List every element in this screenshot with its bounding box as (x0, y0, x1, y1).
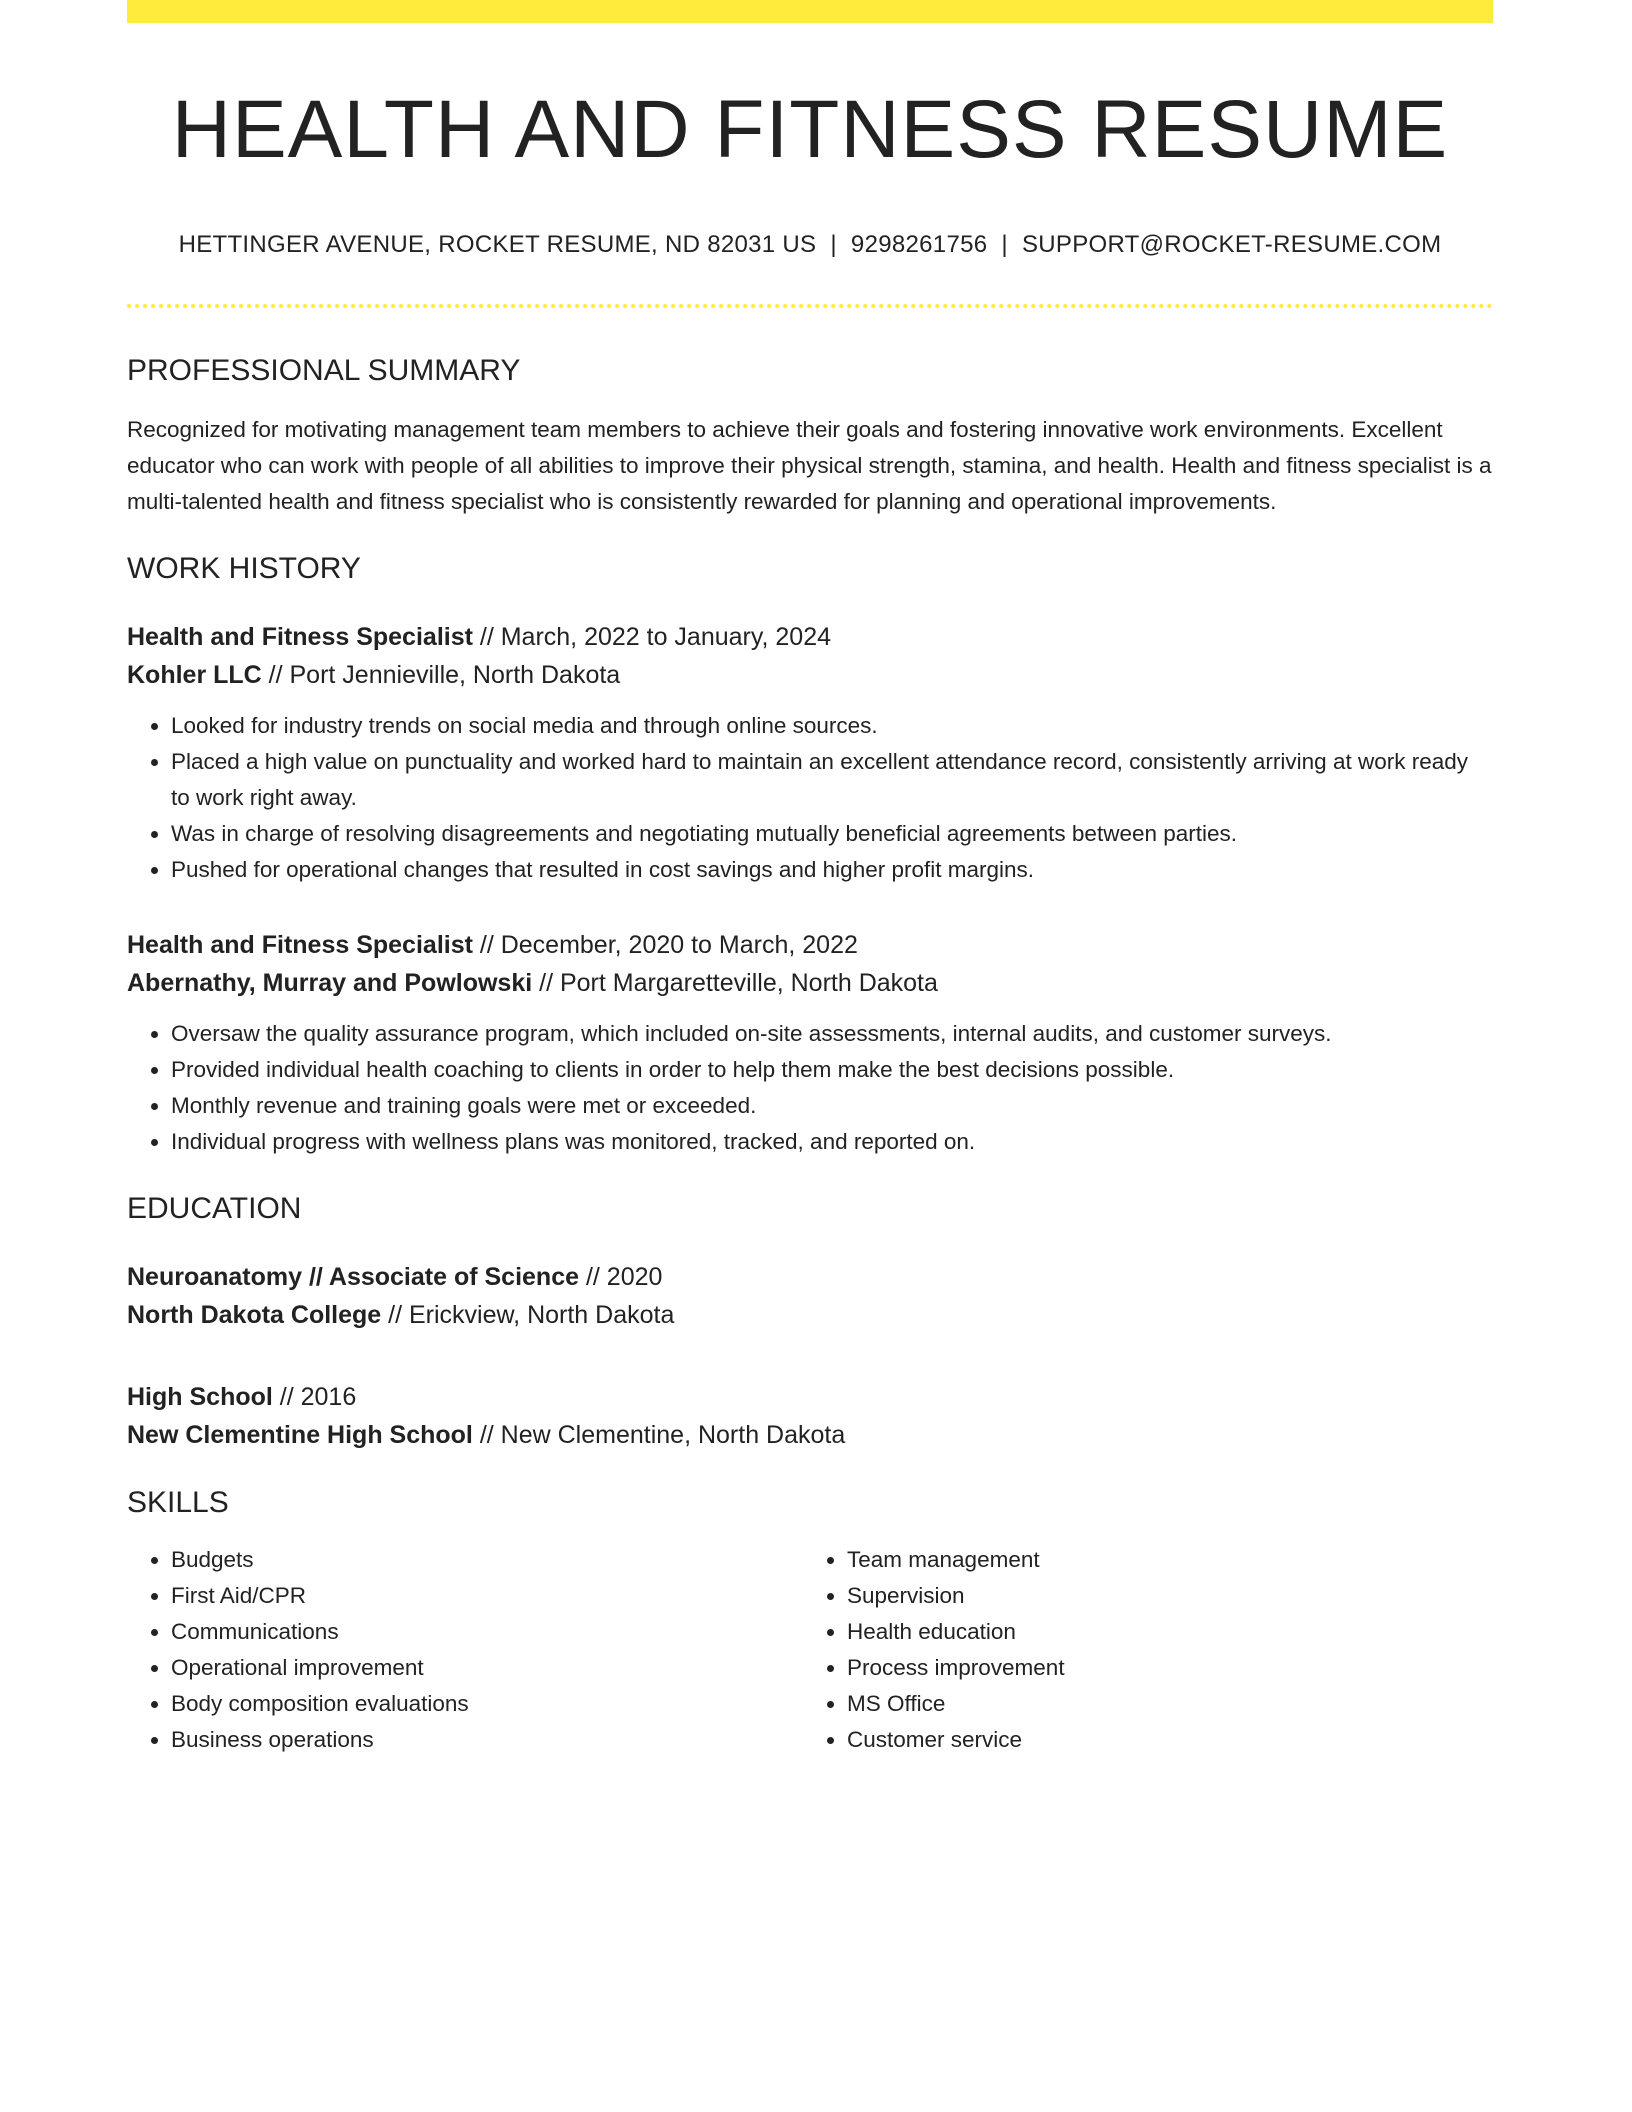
job-entry-2 (127, 926, 1493, 1160)
resume-content (127, 0, 1493, 1758)
job-title: Health and Fitness Specialist (127, 931, 473, 959)
list-item: • Individual progress with wellness plans was monitored, tracked, and reported on. (171, 1124, 1493, 1160)
skills-heading: SKILLS (127, 1486, 229, 1519)
school-location: // New Clementine, North Dakota (472, 1421, 846, 1449)
job-dates: // March, 2022 to January, 2024 (472, 623, 832, 651)
contact-address: HETTINGER AVENUE, ROCKET RESUME, ND 82031 US (178, 231, 817, 258)
work-history-heading: WORK HISTORY (127, 552, 361, 585)
degree: High School (127, 1383, 273, 1411)
skills-left-column (127, 1542, 801, 1758)
degree-line (127, 1378, 1493, 1416)
job-bullets (127, 708, 1493, 888)
skills-columns (127, 1542, 1493, 1758)
list-item: • Looked for industry trends on social media and through online sources. (171, 708, 1493, 744)
contact-phone: 9298261756 (850, 231, 988, 258)
education-heading: EDUCATION (127, 1192, 302, 1225)
skill-item: • Customer service (847, 1722, 1477, 1758)
job-bullets (127, 1016, 1493, 1160)
list-item: • Placed a high value on punctuality and worked hard to maintain an excellent attendance record, consistently arriving at work ready to work right away. (171, 744, 1493, 816)
job-title-line (127, 926, 1493, 964)
skill-item: • Operational improvement (171, 1650, 801, 1686)
degree-line (127, 1258, 1493, 1296)
dotted-divider (127, 304, 1493, 308)
school-location: // Erickview, North Dakota (381, 1301, 675, 1329)
summary-heading: PROFESSIONAL SUMMARY (127, 354, 521, 387)
education-entry-1 (127, 1258, 1493, 1334)
job-company-line (127, 964, 1493, 1002)
job-location: // Port Margaretteville, North Dakota (532, 969, 938, 997)
degree-year: // 2016 (272, 1383, 357, 1411)
skill-item: • Supervision (847, 1578, 1477, 1614)
list-item: • Provided individual health coaching to clients in order to help them make the best decisions possible. (171, 1052, 1493, 1088)
job-title: Health and Fitness Specialist (127, 623, 473, 651)
job-entry-1 (127, 618, 1493, 888)
contact-separator: | (1001, 231, 1008, 258)
job-location: // Port Jennieville, North Dakota (261, 661, 621, 689)
contact-separator: | (830, 231, 837, 258)
skill-item: • Body composition evaluations (171, 1686, 801, 1722)
degree-year: // 2020 (579, 1263, 663, 1291)
skill-item: • MS Office (847, 1686, 1477, 1722)
contact-email: SUPPORT@ROCKET-RESUME.COM (1021, 231, 1442, 258)
skill-item: • Business operations (171, 1722, 801, 1758)
skill-item: • Process improvement (847, 1650, 1477, 1686)
job-company-line (127, 656, 1493, 694)
skills-right-column (801, 1542, 1477, 1758)
school-line (127, 1296, 1493, 1334)
resume-title: HEALTH AND FITNESS RESUME (171, 84, 1449, 175)
job-company: Kohler LLC (127, 661, 262, 689)
list-item: • Monthly revenue and training goals were met or exceeded. (171, 1088, 1493, 1124)
job-company: Abernathy, Murray and Powlowski (127, 969, 533, 997)
degree: Neuroanatomy // Associate of Science (127, 1263, 580, 1291)
list-item: • Pushed for operational changes that resulted in cost savings and higher profit margins. (171, 852, 1493, 888)
list-item: • Oversaw the quality assurance program, which included on-site assessments, internal audits, and customer surveys. (171, 1016, 1493, 1052)
job-dates: // December, 2020 to March, 2022 (472, 931, 858, 959)
list-item: • Was in charge of resolving disagreements and negotiating mutually beneficial agreements between parties. (171, 816, 1493, 852)
school: New Clementine High School (127, 1421, 473, 1449)
skill-item: • Budgets (171, 1542, 801, 1578)
skill-item: • Team management (847, 1542, 1477, 1578)
school-line (127, 1416, 1493, 1454)
summary-text: Recognized for motivating management team members to achieve their goals and fostering innovative work environments. Excellent educator who can work with people of all abilities to improve their physical strength, stamina, and health. Health and fitness specialist is a multi-talented health and fitness specialist who is consistently rewarded for planning and operational improvements. (127, 417, 1492, 514)
skill-item: • Communications (171, 1614, 801, 1650)
job-title-line (127, 618, 1493, 656)
skill-item: • First Aid/CPR (171, 1578, 801, 1614)
school: North Dakota College (127, 1301, 382, 1329)
education-entry-2 (127, 1378, 1493, 1454)
skill-item: • Health education (847, 1614, 1477, 1650)
contact-line (127, 230, 1493, 260)
